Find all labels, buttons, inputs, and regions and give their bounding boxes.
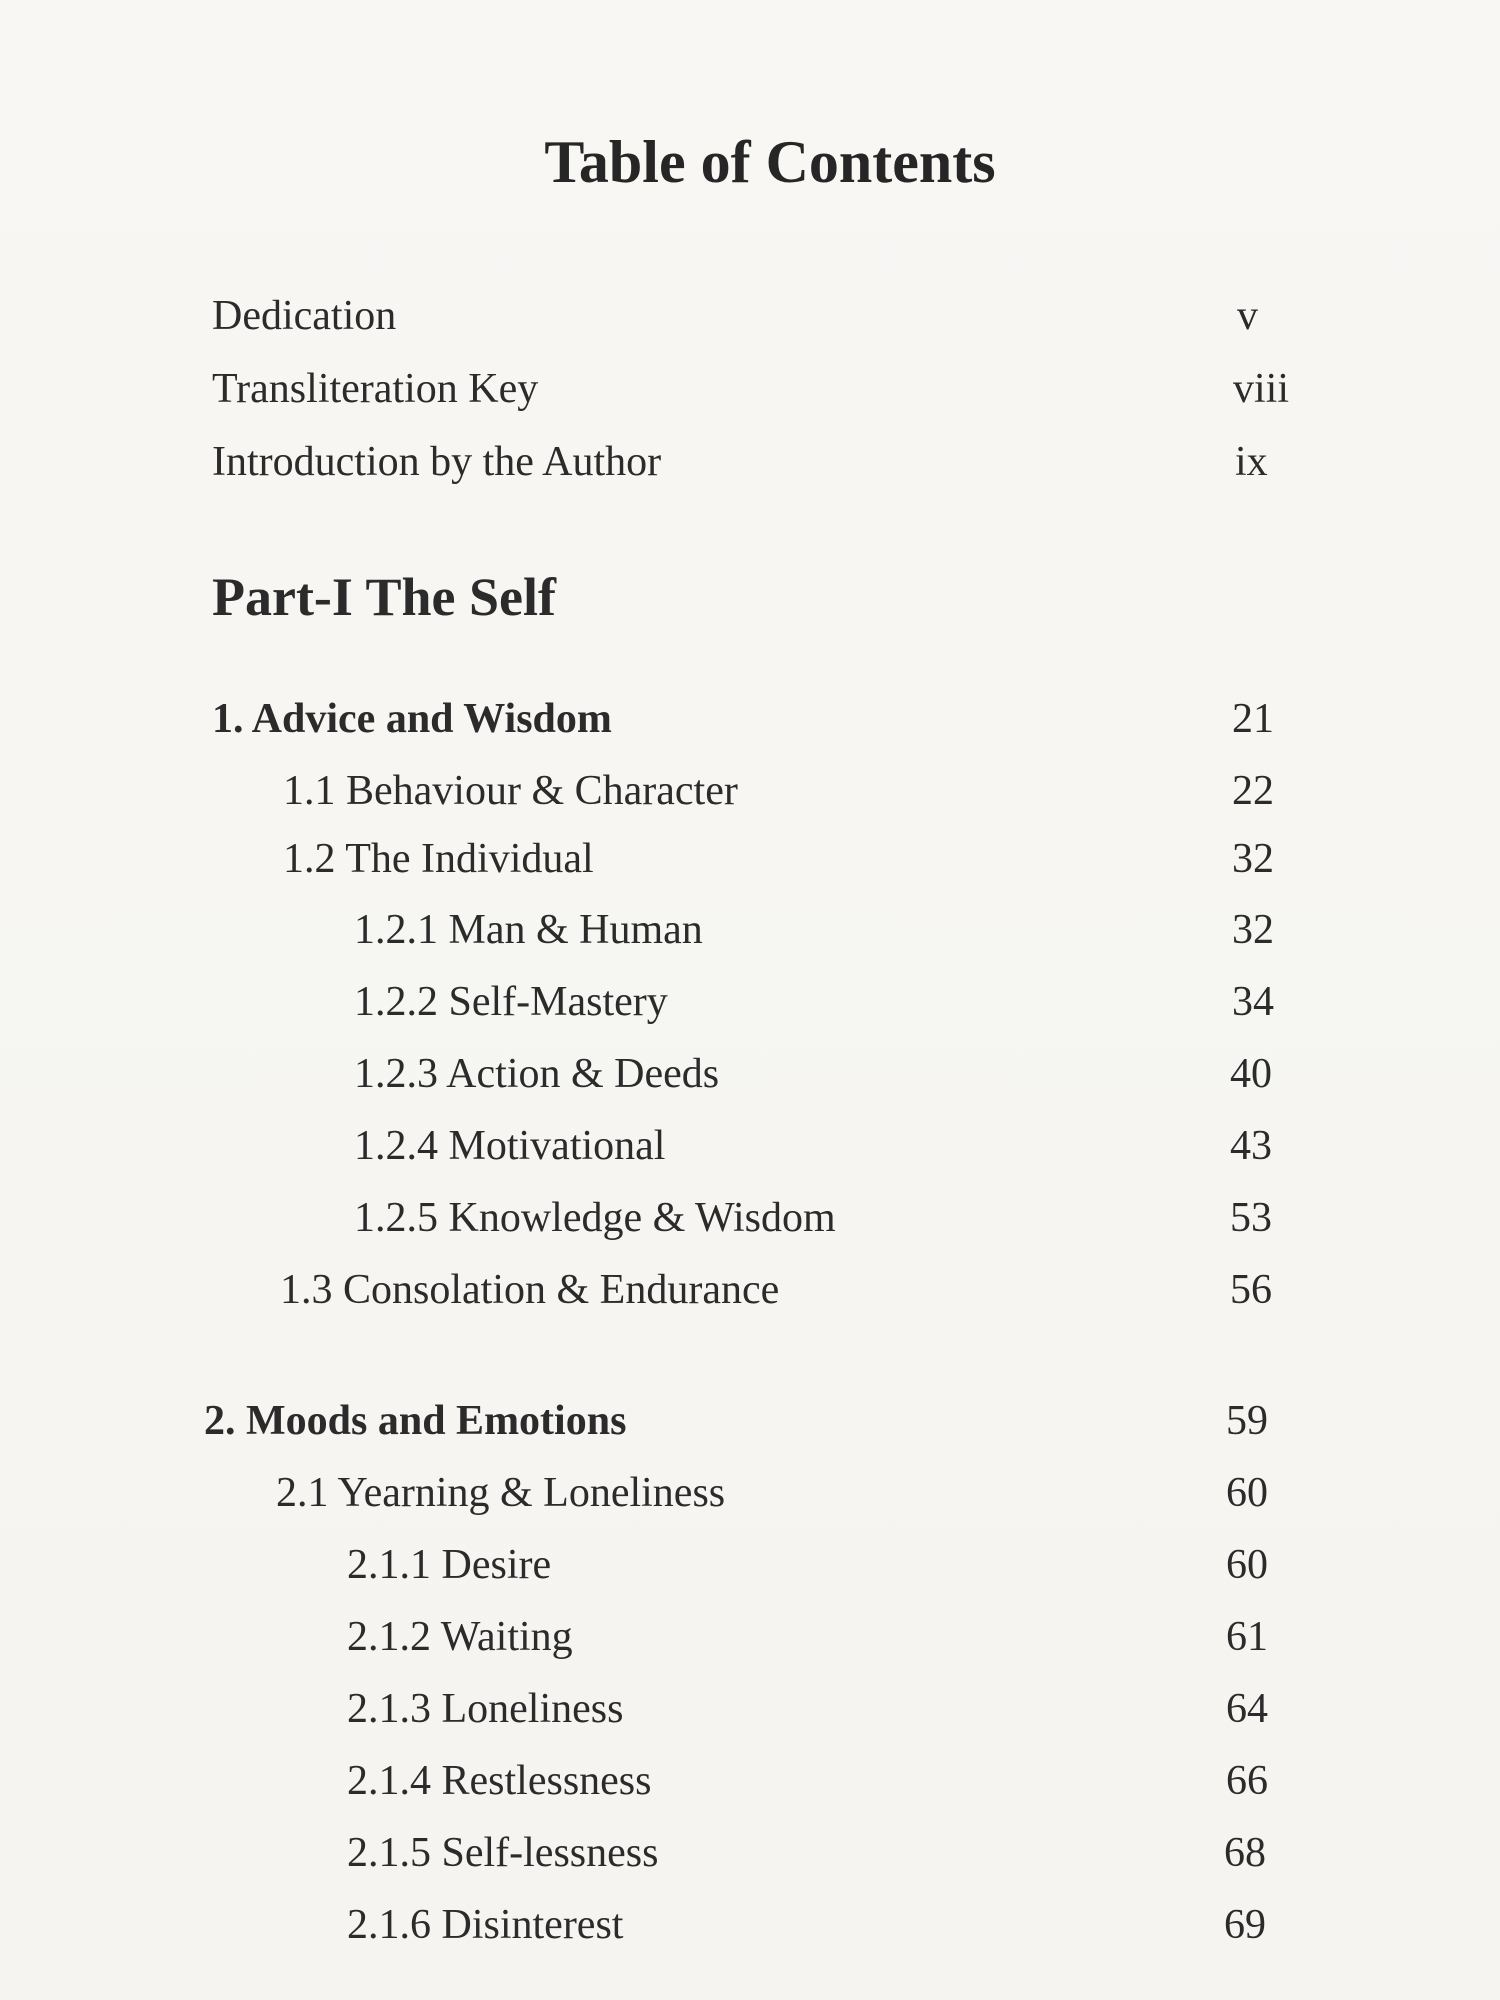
toc-entry[interactable] (0, 1260, 1500, 1320)
entry-label: 2.1.4 Restlessness (347, 1758, 652, 1804)
entry-page-number: v (1237, 293, 1258, 339)
entry-page-number: 68 (1224, 1830, 1266, 1876)
toc-entry[interactable] (0, 1823, 1500, 1883)
toc-entry-transliteration-key[interactable] (0, 359, 1500, 419)
entry-label: 1.2 The Individual (283, 836, 594, 882)
toc-entry[interactable] (0, 900, 1500, 960)
entry-page-number: 21 (1232, 696, 1274, 742)
toc-chapter-2[interactable] (0, 1391, 1500, 1451)
toc-entry-introduction[interactable] (0, 432, 1500, 492)
entry-label: 2.1.6 Disinterest (347, 1902, 624, 1948)
entry-label: 1.2.4 Motivational (354, 1123, 666, 1169)
toc-entry[interactable] (0, 1679, 1500, 1739)
entry-label: 1.2.1 Man & Human (354, 907, 703, 953)
toc-entry[interactable] (0, 1116, 1500, 1176)
entry-label: 1.2.5 Knowledge & Wisdom (354, 1195, 836, 1241)
toc-entry[interactable] (0, 1895, 1500, 1955)
toc-entry[interactable] (0, 972, 1500, 1032)
entry-label: 2.1.3 Loneliness (347, 1686, 624, 1732)
entry-page-number: 64 (1226, 1686, 1268, 1732)
entry-page-number: 34 (1232, 979, 1274, 1025)
entry-page-number: 66 (1226, 1758, 1268, 1804)
entry-page-number: 61 (1226, 1614, 1268, 1660)
entry-page-number: 56 (1230, 1267, 1272, 1313)
entry-label: 2.1.5 Self-lessness (347, 1830, 659, 1876)
entry-label: Transliteration Key (212, 366, 539, 412)
entry-page-number: 69 (1224, 1902, 1266, 1948)
entry-label: Introduction by the Author (212, 439, 662, 485)
entry-label: 1.2.2 Self-Mastery (354, 979, 668, 1025)
toc-chapter-1[interactable] (0, 689, 1500, 749)
toc-entry[interactable] (0, 1044, 1500, 1104)
part-heading: Part-I The Self (212, 567, 556, 627)
toc-entry[interactable] (0, 829, 1500, 889)
entry-page-number: 60 (1226, 1542, 1268, 1588)
page-title: Table of Contents (544, 129, 996, 195)
toc-entry-dedication[interactable] (0, 286, 1500, 346)
toc-entry[interactable] (0, 1463, 1500, 1523)
entry-page-number: 43 (1230, 1123, 1272, 1169)
entry-page-number: ix (1235, 439, 1268, 485)
entry-page-number: 40 (1230, 1051, 1272, 1097)
entry-page-number: 53 (1230, 1195, 1272, 1241)
chapter-label: 2. Moods and Emotions (204, 1398, 627, 1444)
toc-entry[interactable] (0, 761, 1500, 821)
entry-label: Dedication (212, 293, 397, 339)
entry-page-number: 22 (1232, 768, 1274, 814)
toc-entry[interactable] (0, 1535, 1500, 1595)
entry-label: 2.1.1 Desire (347, 1542, 552, 1588)
entry-page-number: 32 (1232, 836, 1274, 882)
entry-label: 1.3 Consolation & Endurance (280, 1267, 780, 1313)
entry-label: 1.1 Behaviour & Character (283, 768, 738, 814)
chapter-label: 1. Advice and Wisdom (212, 696, 612, 742)
entry-label: 1.2.3 Action & Deeds (354, 1051, 720, 1097)
entry-page-number: 32 (1232, 907, 1274, 953)
entry-label: 2.1.2 Waiting (347, 1614, 573, 1660)
toc-entry[interactable] (0, 1188, 1500, 1248)
entry-page-number: viii (1233, 366, 1290, 412)
entry-page-number: 60 (1226, 1470, 1268, 1516)
toc-entry[interactable] (0, 1607, 1500, 1667)
entry-label: 2.1 Yearning & Loneliness (276, 1470, 726, 1516)
toc-entry[interactable] (0, 1751, 1500, 1811)
entry-page-number: 59 (1226, 1398, 1268, 1444)
